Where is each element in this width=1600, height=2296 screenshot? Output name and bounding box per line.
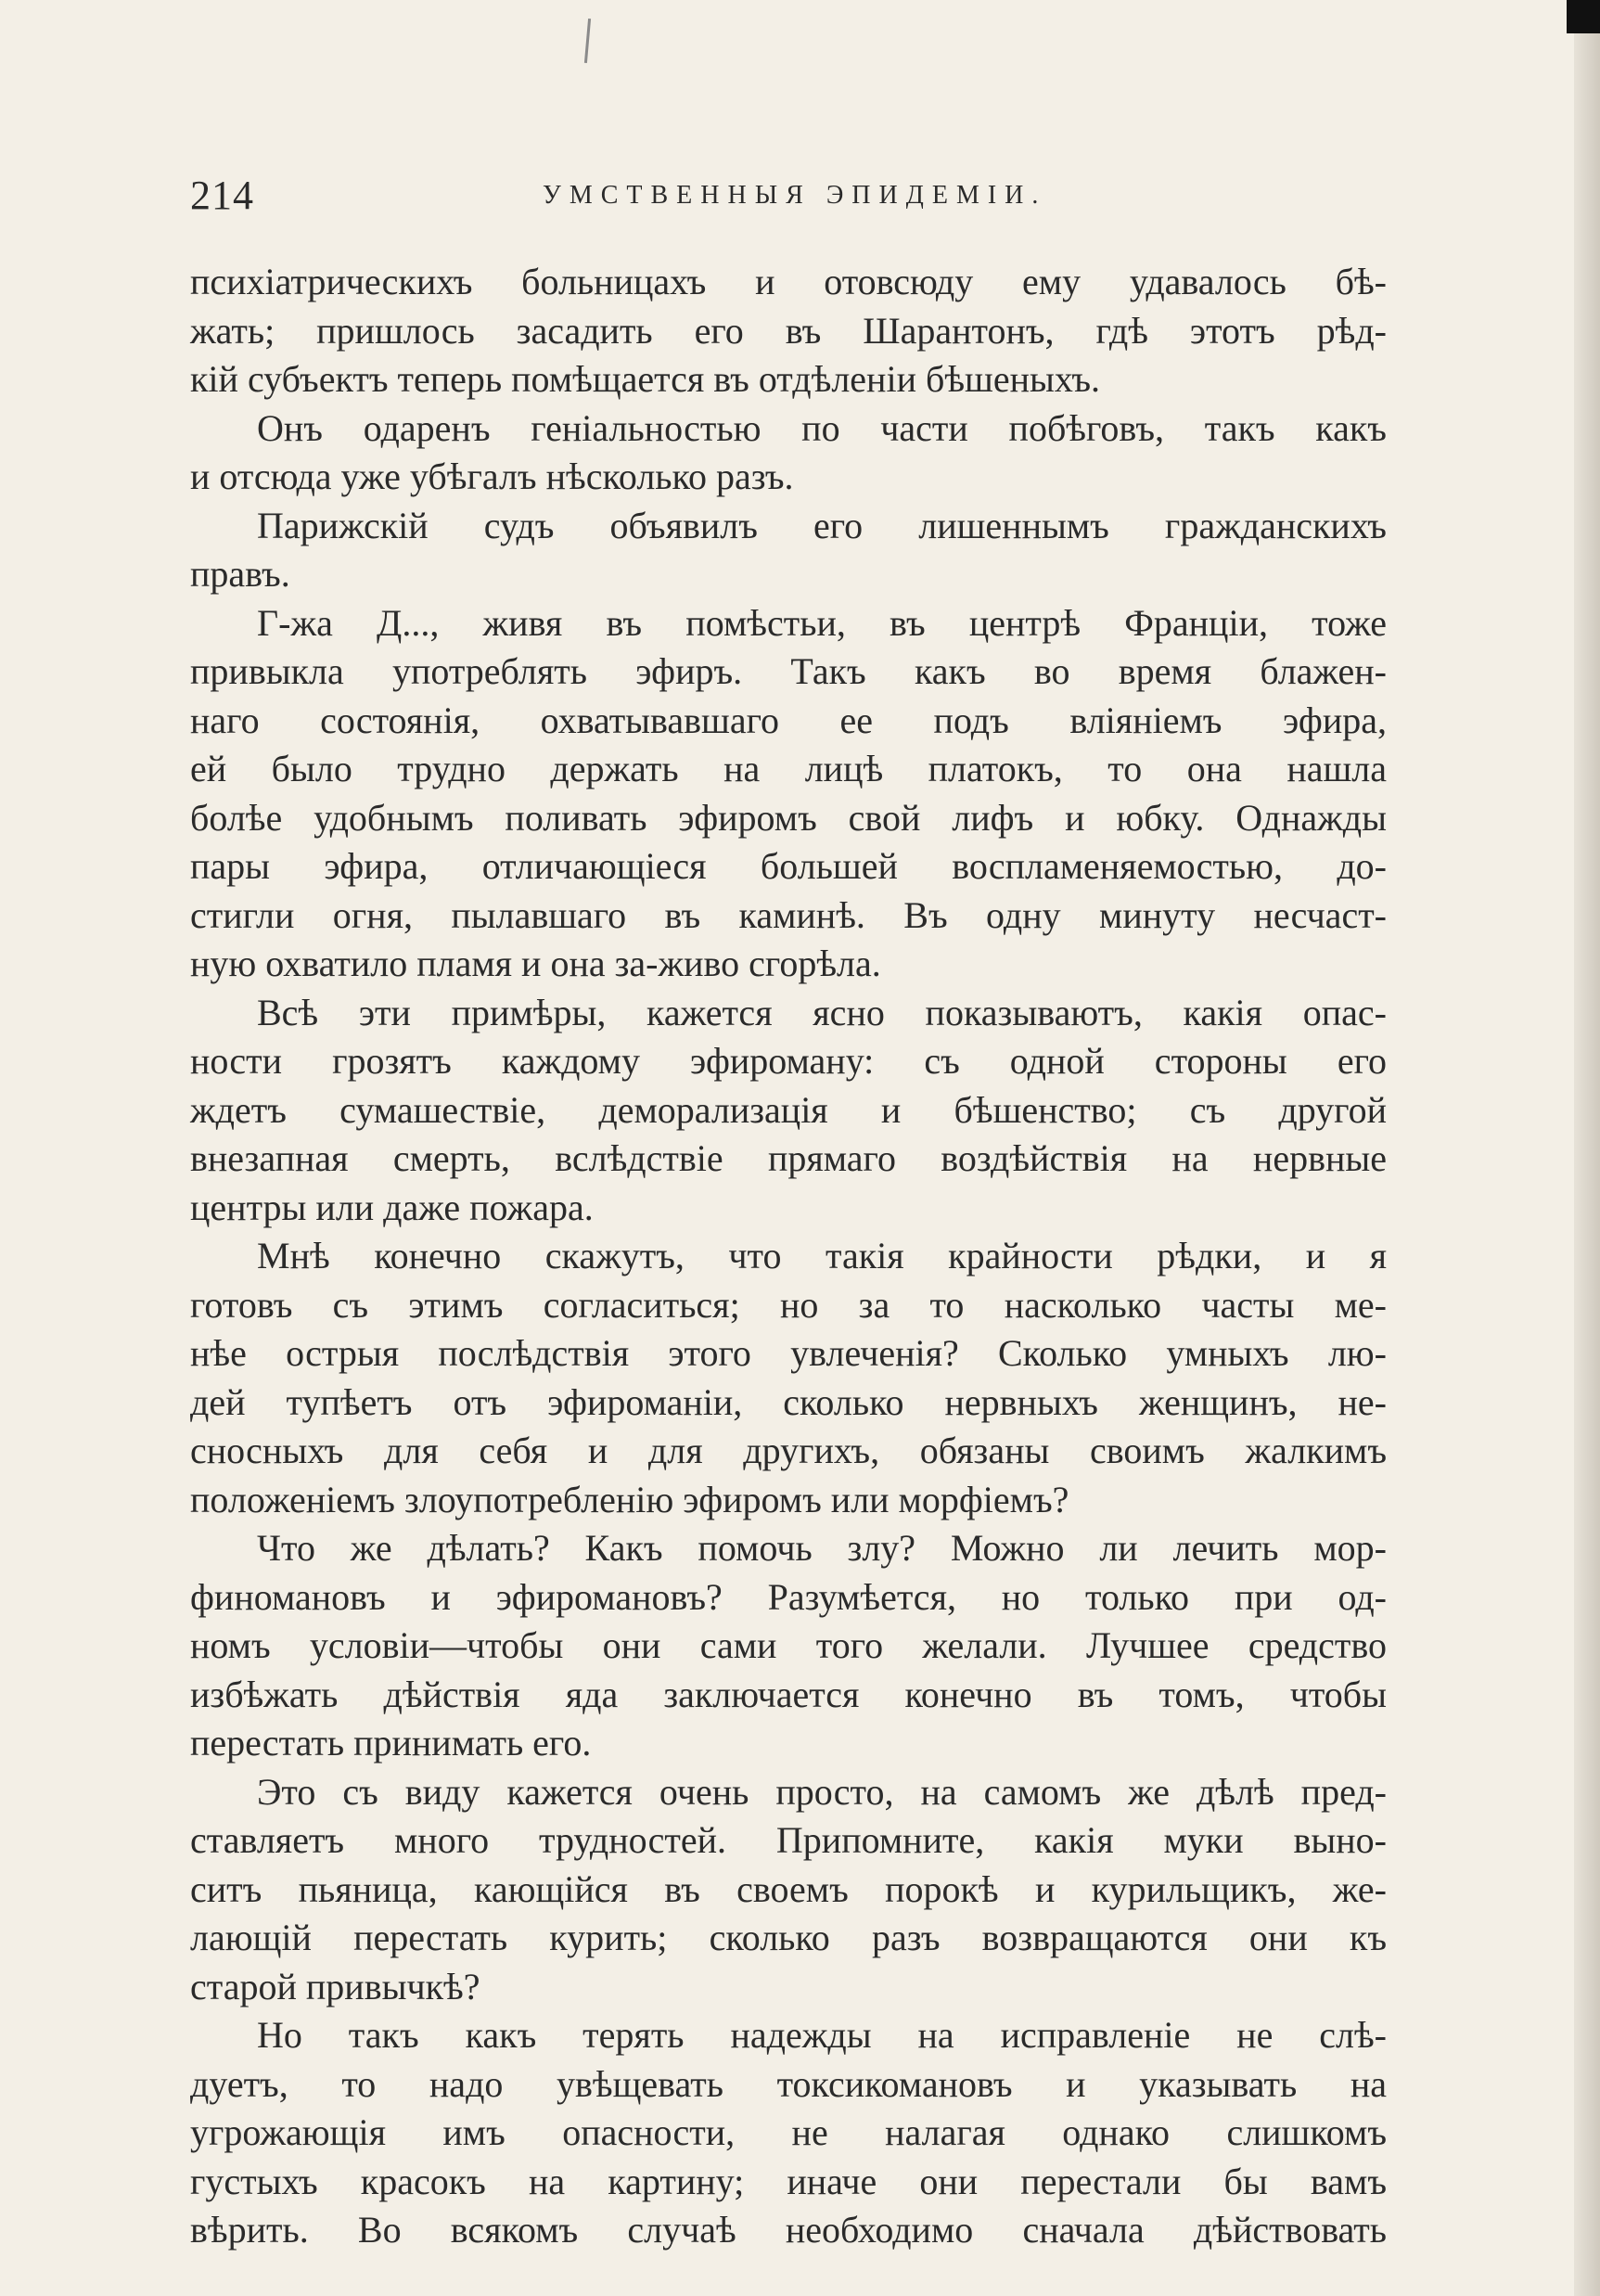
text-line: нѣе острыя послѣдствія этого увлеченія? Сколько умныхъ лю-: [190, 1332, 1387, 1374]
text-line: положеніемъ злоупотребленію эфиромъ или морфіемъ?: [190, 1478, 1069, 1520]
text-line: центры или даже пожара.: [190, 1186, 594, 1228]
text-line: номъ условіи—чтобы они сами того желали. Лучшее средство: [190, 1624, 1387, 1666]
text-line: дуетъ, то надо увѣщевать токсикомановъ и указывать на: [190, 2062, 1387, 2105]
text-line: готовъ съ этимъ согласиться; но за то насколько часты ме-: [190, 1283, 1387, 1326]
text-line: ную охватило пламя и она за-живо сгорѣла.: [190, 943, 881, 984]
text-line: Но такъ какъ терять надежды на исправленіе не слѣ-: [257, 2014, 1387, 2056]
text-line: вѣрить. Во всякомъ случаѣ необходимо сначала дѣйствовать: [190, 2209, 1387, 2251]
text-line: сносныхъ для себя и для другихъ, обязаны своимъ жалкимъ: [190, 1430, 1387, 1471]
text-line: ситъ пьяница, кающійся въ своемъ порокѣ и курильщикъ, же-: [190, 1867, 1387, 1910]
text-line: густыхъ красокъ на картину; иначе они перестали бы вамъ: [190, 2160, 1387, 2202]
text-line: жать; пришлось засадить его въ Шарантонъ, гдѣ этотъ рѣд-: [190, 309, 1387, 352]
text-line: Что же дѣлать? Какъ помочь злу? Можно ли лечить мор-: [257, 1527, 1387, 1569]
text-line: болѣе удобнымъ поливать эфиромъ свой лифъ и юбку. Однажды: [190, 796, 1387, 839]
text-line: Это съ виду кажется очень просто, на самомъ же дѣлѣ пред-: [257, 1770, 1387, 1813]
text-line: кій субъектъ теперь помѣщается въ отдѣленіи бѣшеныхъ.: [190, 358, 1101, 400]
text-line: Мнѣ конечно скажутъ, что такія крайности рѣдки, и я: [257, 1235, 1387, 1276]
scan-stray-mark: [584, 19, 591, 63]
text-line: ставляетъ много трудностей. Припомните, какія муки выно-: [190, 1819, 1387, 1861]
text-line: угрожающія имъ опасности, не налагая однако слишкомъ: [190, 2111, 1387, 2153]
text-line: старой привычкѣ?: [190, 1965, 480, 2007]
text-line: перестать принимать его.: [190, 1722, 592, 1764]
page-number: 214: [190, 173, 254, 218]
text-line: наго состоянія, охватывавшаго ее подъ вліяніемъ эфира,: [190, 699, 1387, 741]
text-line: Всѣ эти примѣры, кажется ясно показываютъ, какія опас-: [257, 991, 1387, 1033]
text-line: привыкла употреблять эфиръ. Такъ какъ во время блажен-: [190, 650, 1387, 692]
text-line: финомановъ и эфиромановъ? Разумѣется, но только при од-: [190, 1575, 1387, 1618]
scan-corner-mark: [1567, 0, 1600, 33]
text-line: внезапная смерть, вслѣдствіе прямаго воздѣйствія на нервные: [190, 1137, 1387, 1179]
text-line: правъ.: [190, 553, 290, 595]
text-line: стигли огня, пылавшаго въ каминѣ. Въ одну минуту несчаст-: [190, 893, 1387, 936]
text-line: психіатрическихъ больницахъ и отовсюду ему удавалось бѣ-: [190, 261, 1387, 302]
body-text: [190, 258, 1387, 2255]
text-line: пары эфира, отличающіеся большей воспламеняемостью, до-: [190, 845, 1387, 887]
text-line: ждетъ сумашествіе, деморализація и бѣшенство; съ другой: [190, 1088, 1387, 1131]
text-line: дей тупѣетъ отъ эфироманіи, сколько нервныхъ женщинъ, не-: [190, 1380, 1387, 1423]
page-header: [190, 172, 1377, 227]
text-line: избѣжать дѣйствія яда заключается конечно въ томъ, чтобы: [190, 1673, 1387, 1715]
text-line: Г-жа Д..., живя въ помѣстьи, въ центрѣ Франціи, тоже: [257, 601, 1387, 644]
text-line: и отсюда уже убѣгалъ нѣсколько разъ.: [190, 455, 794, 497]
text-line: ности грозятъ каждому эфироману: съ одной стороны его: [190, 1040, 1387, 1082]
text-line: Парижскій судъ объявилъ его лишеннымъ гражданскихъ: [257, 504, 1387, 546]
page-edge-shadow: [1574, 0, 1600, 2296]
running-title: УМСТВЕННЫЯ ЭПИДЕМІИ.: [543, 181, 1047, 210]
text-line: ей было трудно держать на лицѣ платокъ, то она нашла: [190, 748, 1387, 789]
text-line: лающій перестать курить; сколько разъ возвращаются они къ: [190, 1917, 1387, 1958]
text-line: Онъ одаренъ геніальностью по части побѣговъ, такъ какъ: [257, 406, 1387, 449]
